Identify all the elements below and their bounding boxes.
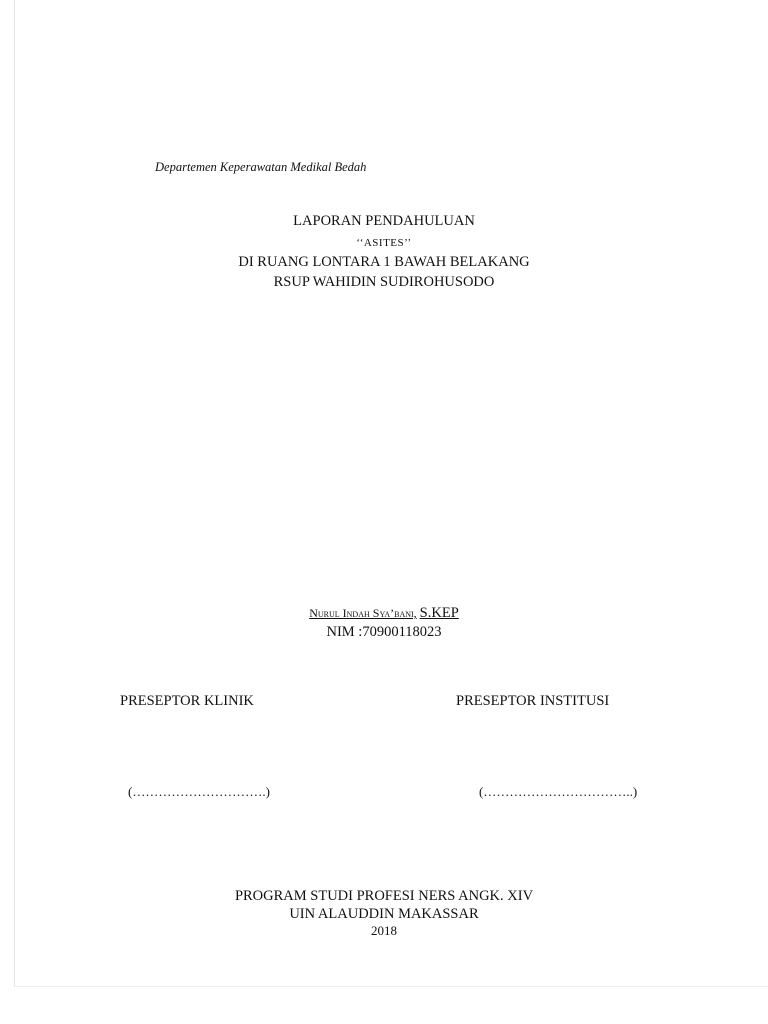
footer-program: PROGRAM STUDI PROFESI NERS ANGK. XIV	[234, 888, 534, 904]
author-degree: S.KEP	[419, 605, 459, 621]
preceptor-institution-label: PRESEPTOR INSTITUSI	[456, 693, 610, 709]
footer-university: UIN ALAUDDIN MAKASSAR	[289, 906, 479, 922]
preceptor-clinic-label: PRESEPTOR KLINIK	[120, 693, 254, 709]
author-line	[0, 606, 768, 621]
footer-year: 2018	[371, 923, 397, 938]
report-subtitle: ‘‘ASITES’’	[356, 237, 412, 249]
page-bottom-edge	[14, 986, 768, 987]
author-nim: NIM :70900118023	[326, 624, 442, 640]
department-heading: Departemen Keperawatan Medikal Bedah	[155, 160, 367, 174]
author-name: Nurul Indah Sya’bani,	[309, 606, 417, 620]
report-location-line2: RSUP WAHIDIN SUDIROHUSODO	[273, 274, 495, 290]
report-title: LAPORAN PENDAHULUAN	[293, 213, 475, 229]
preceptor-clinic-signature-line: (………………………….)	[128, 784, 270, 799]
report-location-line1: DI RUANG LONTARA 1 BAWAH BELAKANG	[238, 254, 530, 270]
preceptor-institution-signature-line: (……………………………..)	[479, 784, 638, 799]
page-left-edge	[14, 0, 15, 986]
